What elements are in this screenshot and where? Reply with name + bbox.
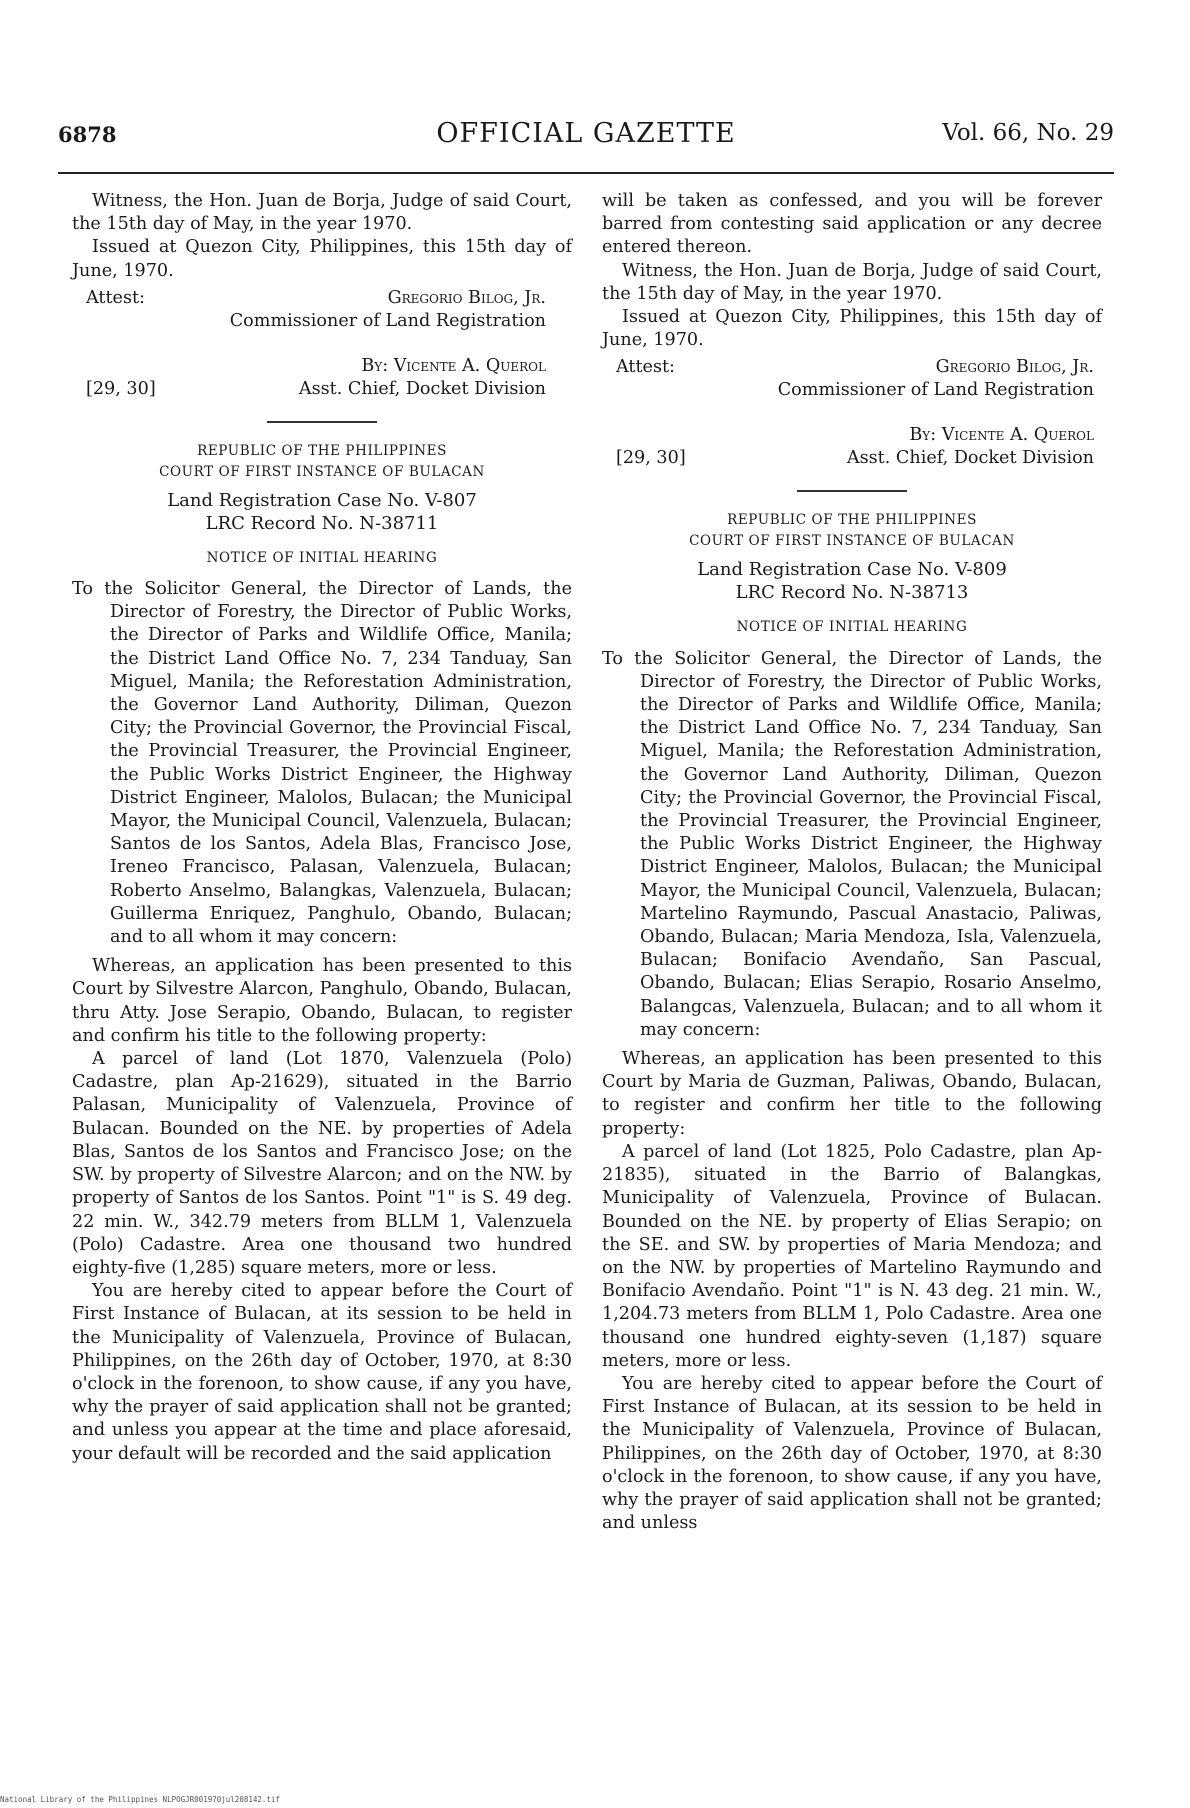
byline-block xyxy=(72,355,572,403)
addressees-text: To the Solicitor General, the Director of Lands, the Director of Forestry, the Director of Public Works, the Director of Parks and Wildlife Office, Manila; the District Land Office No. 7, 234 Tanduay, San Miguel, Manila; the Reforestation Administration, the Governor Land Authority, Diliman, Quezon City; the Provincial Governor, the Provincial Fiscal, the Provincial Treasurer, the Provincial Engineer, the Public Works District Engineer, the Highway District Engineer, Malolos, Bulacan; the Municipal Mayor, the Municipal Council, Valenzuela, Bulacan; Martelino Raymundo, Pascual Anastacio, Paliwas, Obando, Bulacan; Maria Mendoza, Isla, Valenzuela, Bulacan; Bonifacio Avendaño, San Pascual, Obando, Bulacan; Elias Serapio, Rosario Anselmo, Balangcas, Valenzuela, Bulacan; and to all whom it may concern: xyxy=(602,648,1102,1040)
republic-heading: REPUBLIC OF THE PHILIPPINES xyxy=(727,512,977,529)
witness-text: Witness, the Hon. Juan de Borja, Judge of said Court, the 15th day of May, in the year 1970. xyxy=(72,191,572,235)
section-divider xyxy=(797,490,907,492)
continuation-text: will be taken as confessed, and you will be forever barred from contesting said application or any decree entered thereon. xyxy=(602,191,1102,258)
attest-block xyxy=(602,356,1102,424)
issue-reference: [29, 30] xyxy=(616,448,686,469)
citation-text: You are hereby cited to appear before the Court of First Instance of Bulacan, at its session to be held in the Municipality of Valenzuela, Province of Bulacan, Philippines, on the 26th day of October, 1970, at 8:30 o'clock in the forenoon, to show cause, if any you have, why the prayer of said application shall not be granted; and unless xyxy=(602,1373,1102,1534)
byline-block xyxy=(602,424,1102,472)
issued-text: Issued at Quezon City, Philippines, this 15th day of June, 1970. xyxy=(72,237,572,281)
attest-label: Attest: xyxy=(86,287,145,308)
publication-title: OFFICIAL GAZETTE xyxy=(436,118,736,149)
commissioner-name: Gregorio Bilog, Jr. xyxy=(387,287,546,308)
issued-text: Issued at Quezon City, Philippines, this 15th day of June, 1970. xyxy=(602,307,1102,351)
by-title: Asst. Chief, Docket Division xyxy=(298,378,546,399)
by-title: Asst. Chief, Docket Division xyxy=(846,448,1094,469)
left-column xyxy=(72,190,572,1466)
notice-title: NOTICE OF INITIAL HEARING xyxy=(206,549,438,566)
parcel-description: A parcel of land (Lot 1825, Polo Cadastre, plan Ap-21835), situated in the Barrio of Balangkas, Municipality of Valenzuela, Province of Bulacan. Bounded on the NE. by property of Elias Serapio; on the SE. and SW. by properties of Maria Mendoza; and on the NW. by properties of Martelino Raymundo and Bonifacio Avendaño. Point "1" is N. 43 deg. 21 min. W., 1,204.73 meters from BLLM 1, Polo Cadastre. Area one thousand one hundred eighty-seven (1,187) square meters, more or less. xyxy=(602,1141,1102,1371)
header-rule xyxy=(58,172,1114,174)
citation-text: You are hereby cited to appear before the Court of First Instance of Bulacan, at its session to be held in the Municipality of Valenzuela, Province of Bulacan, Philippines, on the 26th day of October, 1970, at 8:30 o'clock in the forenoon, to show cause, if any you have, why the prayer of said application shall not be granted; and unless you appear at the time and place aforesaid, your default will be recorded and the said application xyxy=(72,1281,572,1464)
attest-block xyxy=(72,287,572,355)
by-name: By: Vicente A. Querol xyxy=(909,425,1094,446)
lrc-record-number: LRC Record No. N-38713 xyxy=(735,582,969,604)
court-heading: COURT OF FIRST INSTANCE OF BULACAN xyxy=(689,533,1015,550)
whereas-text: Whereas, an application has been presented to this Court by Maria de Guzman, Paliwas, Obando, Bulacan, to register and confirm her title to the following property: xyxy=(602,1049,1102,1139)
by-name: By: Vicente A. Querol xyxy=(361,355,546,376)
case-number: Land Registration Case No. V-809 xyxy=(697,559,1007,581)
section-divider xyxy=(267,421,377,423)
page-number: 6878 xyxy=(58,122,117,147)
commissioner-name: Gregorio Bilog, Jr. xyxy=(935,357,1094,378)
volume-number: Vol. 66, No. 29 xyxy=(942,120,1114,146)
attest-label: Attest: xyxy=(616,357,675,378)
scan-footer: National Library of the Philippines NLPOGJR001970jul208142.tif xyxy=(0,1795,280,1804)
case-number: Land Registration Case No. V-807 xyxy=(167,489,477,511)
witness-text: Witness, the Hon. Juan de Borja, Judge of said Court, the 15th day of May, in the year 1970. xyxy=(602,260,1102,304)
right-column xyxy=(602,190,1102,1535)
parcel-description: A parcel of land (Lot 1870, Valenzuela (Polo) Cadastre, plan Ap-21629), situated in the Barrio Palasan, Municipality of Valenzuela, Province of Bulacan. Bounded on the NE. by properties of Adela Blas, Santos de los Santos and Francisco Jose; on the SW. by property of Silvestre Alarcon; and on the NW. by property of Santos de los Santos. Point "1" is S. 49 deg. 22 min. W., 342.79 meters from BLLM 1, Valenzuela (Polo) Cadastre. Area one thousand two hundred eighty-five (1,285) square meters, more or less. xyxy=(72,1049,572,1278)
republic-heading: REPUBLIC OF THE PHILIPPINES xyxy=(197,442,447,459)
addressees-text: To the Solicitor General, the Director of Lands, the Director of Forestry, the Director of Public Works, the Director of Parks and Wildlife Office, Manila; the District Land Office No. 7, 234 Tanduay, San Miguel, Manila; the Reforestation Administration, the Governor Land Authority, Diliman, Quezon City; the Provincial Governor, the Provincial Fiscal, the Provincial Treasurer, the Provincial Engineer, the Public Works District Engineer, the Highway District Engineer, Malolos, Bulacan; the Municipal Mayor, the Municipal Council, Valenzuela, Bulacan; Santos de los Santos, Adela Blas, Francisco Jose, Ireneo Francisco, Palasan, Valenzuela, Bulacan; Roberto Anselmo, Balangkas, Valenzuela, Bulacan; Guillerma Enriquez, Panghulo, Obando, Bulacan; and to all whom it may concern: xyxy=(72,579,572,948)
page-header xyxy=(58,118,1114,158)
commissioner-title: Commissioner of Land Registration xyxy=(229,310,546,331)
court-heading: COURT OF FIRST INSTANCE OF BULACAN xyxy=(159,463,485,480)
notice-title: NOTICE OF INITIAL HEARING xyxy=(736,619,968,636)
lrc-record-number: LRC Record No. N-38711 xyxy=(205,512,439,534)
whereas-text: Whereas, an application has been presented to this Court by Silvestre Alarcon, Panghulo, Obando, Bulacan, thru Atty. Jose Serapio, Obando, Bulacan, to register and confirm his title to the following property: xyxy=(72,956,573,1046)
commissioner-title: Commissioner of Land Registration xyxy=(777,380,1094,401)
issue-reference: [29, 30] xyxy=(86,378,156,399)
